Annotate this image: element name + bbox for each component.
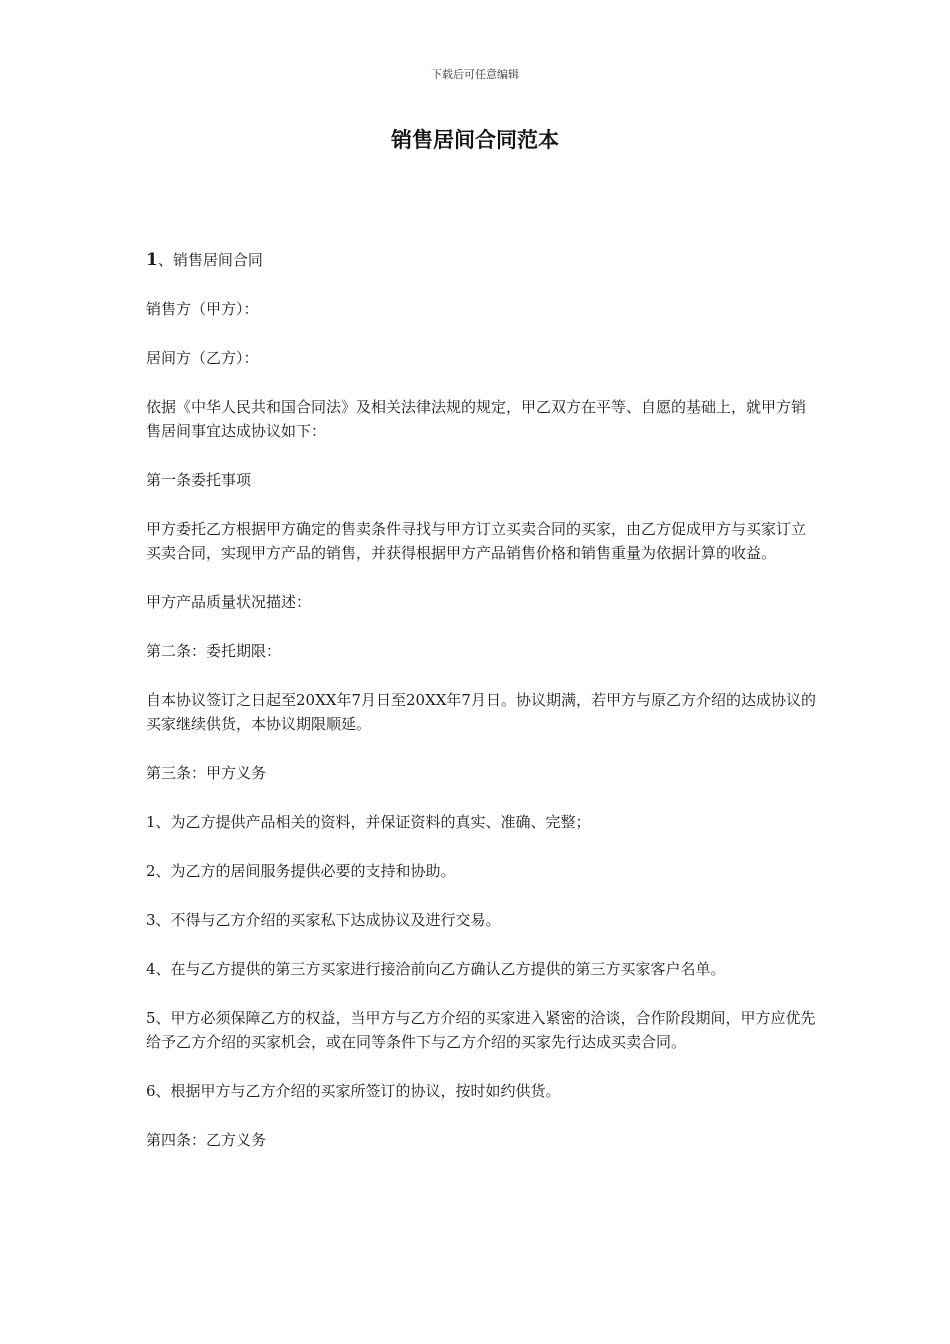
obligation-item: 6、根据甲方与乙方介绍的买家所签订的协议，按时如约供货。 <box>146 1082 561 1100</box>
document-body <box>146 248 816 1177</box>
preamble-paragraph: 依据《中华人民共和国合同法》及相关法律法规的规定，甲乙双方在平等、自愿的基础上，就甲方销售居间事宜达成协议如下： <box>146 398 807 440</box>
obligation-item: 5、甲方必须保障乙方的权益，当甲方与乙方介绍的买家进入紧密的洽谈，合作阶段期间，甲方应优先给予乙方介绍的买家机会，或在同等条件下与乙方介绍的买家先行达成买卖合同。 <box>146 1009 816 1051</box>
obligation-item: 3、不得与乙方介绍的买家私下达成协议及进行交易。 <box>146 911 501 929</box>
article-4-heading: 第四条：乙方义务 <box>146 1131 267 1149</box>
document-title: 销售居间合同范本 <box>391 128 559 152</box>
product-quality-line: 甲方产品质量状况描述： <box>146 593 312 611</box>
obligation-item: 2、为乙方的居间服务提供必要的支持和协助。 <box>146 862 456 880</box>
article-1-paragraph: 甲方委托乙方根据甲方确定的售卖条件寻找与甲方订立买卖合同的买家，由乙方促成甲方与买家订立买卖合同，实现甲方产品的销售，并获得根据甲方产品销售价格和销售重量为依据计算的收益。 <box>146 520 807 562</box>
section-heading <box>146 248 816 272</box>
broker-party-line: 居间方（乙方）： <box>146 349 259 367</box>
article-1-heading: 第一条委托事项 <box>146 471 252 489</box>
article-2-heading: 第二条：委托期限： <box>146 642 282 660</box>
seller-party-line: 销售方（甲方）： <box>146 300 259 318</box>
download-note: 下载后可任意编辑 <box>431 68 519 81</box>
obligation-item: 1、为乙方提供产品相关的资料，并保证资料的真实、准确、完整； <box>146 813 591 831</box>
section-number: 1 <box>146 250 158 270</box>
article-2-paragraph: 自本协议签订之日起至20XX年7月日至20XX年7月日。协议期满，若甲方与原乙方介绍的达成协议的买家继续供货，本协议期限顺延。 <box>146 691 816 733</box>
section-label: 、销售居间合同 <box>157 251 263 269</box>
obligation-item: 4、在与乙方提供的第三方买家进行接洽前向乙方确认乙方提供的第三方买家客户名单。 <box>146 960 726 978</box>
article-3-heading: 第三条：甲方义务 <box>146 764 267 782</box>
